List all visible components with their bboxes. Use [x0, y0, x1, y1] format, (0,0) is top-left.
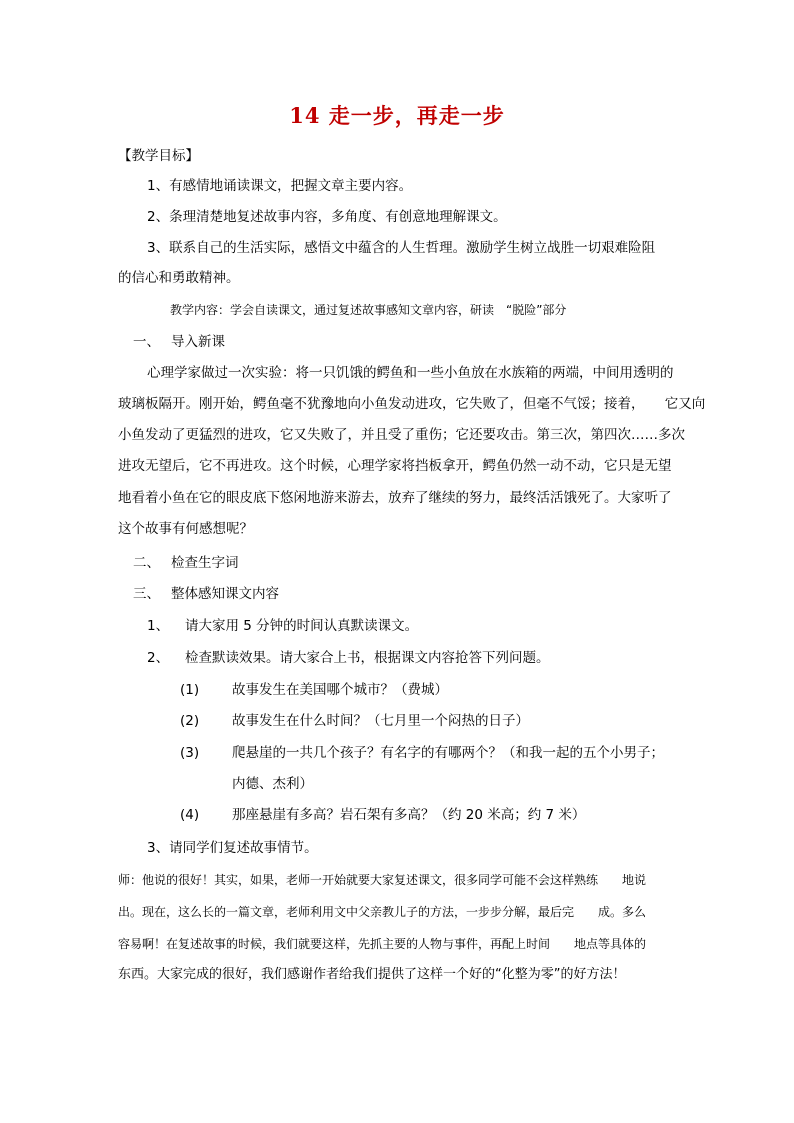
teacher-line-4: 东西。大家完成的很好，我们感谢作者给我们提供了这样一个好的“化整为零”的好方法！ [118, 967, 626, 982]
section-3-number: 三、 [133, 586, 160, 602]
section-2-number: 二、 [133, 555, 160, 571]
intro-line-5: 地看着小鱼在它的眼皮底下悠闲地游来游去，放弃了继续的努力，最终活活饿死了。大家听了 [118, 490, 672, 506]
teacher-line-3: 容易啊！在复述故事的时候，我们就要这样，先抓主要的人物与事件，再配上时间 地点等具体的 [118, 937, 647, 951]
question-1-number: (1) [180, 682, 200, 698]
intro-line-1: 心理学家做过一次实验：将一只饥饿的鳄鱼和一些小鱼放在水族箱的两端，中间用透明的 [147, 365, 674, 381]
step-2-text: 检查默读效果。请大家合上书，根据课文内容抢答下列问题。 [185, 650, 550, 666]
question-4-text: 那座悬崖有多高？岩石架有多高？（约 20 米高；约 7 米） [232, 807, 586, 823]
question-4-number: (4) [180, 807, 200, 823]
section-2-heading [133, 553, 239, 573]
step-3: 3、请同学们复述故事情节。 [147, 840, 318, 856]
question-3-number: (3) [180, 745, 200, 761]
intro-line-3: 小鱼发动了更猛烈的进攻，它又失败了，并且受了重伤；它还要攻击。第三次，第四次……多次 [118, 427, 685, 443]
objective-3: 3、联系自己的生活实际，感悟文中蕴含的人生哲理。激励学生树立战胜一切艰难险阻 [147, 240, 656, 256]
teacher-line-2: 出。现在，这么长的一篇文章，老师利用文中父亲教儿子的方法，一步步分解，最后完 成。多么 [118, 905, 647, 919]
section-3-heading [133, 584, 279, 604]
question-3-cont-text: 内德、杰利） [232, 776, 313, 792]
section-1-label: 导入新课 [171, 334, 225, 350]
section-1-number: 一、 [133, 334, 160, 350]
teaching-content: 教学内容：学会自读课文，通过复述故事感知文章内容，研读 “脱险”部分 [170, 303, 567, 317]
objective-3-cont: 的信心和勇敢精神。 [118, 270, 240, 286]
teacher-line-1: 师：他说的很好！其实，如果，老师一开始就要大家复述课文，很多同学可能不会这样熟练 地说 [118, 873, 647, 887]
question-1-text: 故事发生在美国哪个城市？（费城） [232, 682, 448, 698]
question-2-number: (2) [180, 713, 200, 729]
objectives-header: 【教学目标】 [118, 148, 199, 164]
question-3-text: 爬悬崖的一共几个孩子？有名字的有哪两个？（和我一起的五个小男子； [232, 745, 664, 761]
intro-line-2: 玻璃板隔开。刚开始，鳄鱼毫不犹豫地向小鱼发动进攻，它失败了，但毫不气馁；接着， 它又向 [118, 396, 706, 412]
question-2-text: 故事发生在什么时间？（七月里一个闷热的日子） [232, 713, 529, 729]
question-4 [180, 805, 585, 825]
section-3-label: 整体感知课文内容 [171, 586, 279, 602]
objective-2: 2、条理清楚地复述故事内容，多角度、有创意地理解课文。 [147, 209, 507, 225]
intro-line-4: 进攻无望后，它不再进攻。这个时候，心理学家将挡板拿开，鳄鱼仍然一动不动，它只是无望 [118, 458, 672, 474]
section-1-heading [133, 332, 225, 352]
section-2-label: 检查生字词 [171, 555, 239, 571]
page-title: 14 走一步，再走一步 [289, 103, 505, 128]
objective-1: 1、有感情地诵读课文，把握文章主要内容。 [147, 178, 413, 194]
step-1-number: 1、 [147, 618, 170, 634]
step-1 [147, 616, 418, 636]
intro-line-6: 这个故事有何感想呢？ [118, 521, 253, 537]
question-3 [180, 743, 664, 763]
question-2 [180, 711, 529, 731]
step-1-text: 请大家用 5 分钟的时间认真默读课文。 [185, 618, 419, 634]
step-2-number: 2、 [147, 650, 170, 666]
question-3-cont [180, 774, 313, 794]
question-1 [180, 680, 448, 700]
step-2 [147, 648, 550, 668]
